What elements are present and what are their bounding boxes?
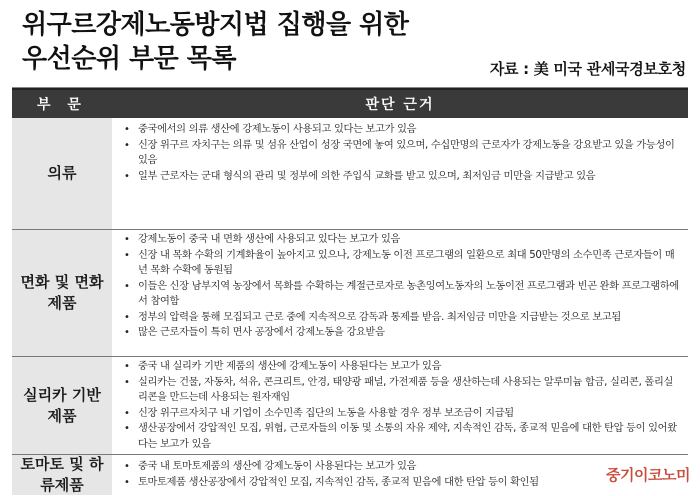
bullet-icon: • xyxy=(124,124,130,135)
list-item xyxy=(124,375,680,406)
sector-cell: 의류 xyxy=(12,118,112,229)
item-text: 실리카는 건물, 자동차, 석유, 콘크리트, 안경, 태양광 패널, 가전제품 등을 생산하는데 사용되는 알루미늄 합금, 실리콘, 폴리실리콘을 만드는데 사용되는 원자재임 xyxy=(138,376,674,403)
item-text: 중국 내 실리카 기반 제품의 생산에 강제노동이 사용된다는 보고가 있음 xyxy=(138,361,442,372)
list-item xyxy=(124,421,680,452)
title-line-2: 우선순위 부문 목록 xyxy=(22,44,237,74)
item-text: 중국 내 토마토제품의 생산에 강제노동이 사용된다는 보고가 있음 xyxy=(138,461,417,472)
list-item xyxy=(124,248,680,279)
bullet-icon: • xyxy=(124,407,130,419)
bullet-icon: • xyxy=(124,361,130,372)
basis-cell xyxy=(112,455,688,495)
list-item xyxy=(124,122,680,138)
table-row xyxy=(12,230,688,357)
source-note: 자료 : 美 미국 관세국경보호청 xyxy=(489,60,686,78)
list-item xyxy=(124,359,680,375)
sector-cell: 면화 및 면화제품 xyxy=(12,230,112,356)
table-row xyxy=(12,455,688,495)
bullet-icon: • xyxy=(124,249,130,261)
item-text: 중국에서의 의류 생산에 강제노동이 사용되고 있다는 보고가 있음 xyxy=(138,124,417,135)
bullet-icon: • xyxy=(124,423,130,434)
sector-cell: 토마토 및 하류제품 xyxy=(12,455,112,495)
sector-cell: 실리카 기반 제품 xyxy=(12,357,112,454)
list-item xyxy=(124,138,680,169)
list-item xyxy=(124,232,680,248)
header-sector: 부 문 xyxy=(37,97,87,113)
list-item xyxy=(124,169,680,185)
header-basis: 판단 근거 xyxy=(365,97,435,113)
list-item xyxy=(124,406,680,422)
basis-cell xyxy=(112,357,688,454)
table-header xyxy=(12,88,688,118)
bullet-icon: • xyxy=(124,376,130,388)
bullet-icon: • xyxy=(124,476,130,488)
item-text: 신장 위구르 자치구는 의류 및 섬유 산업이 성장 국면에 놓여 있으며, 수십만명의 근로자가 강제노동을 강요받고 있을 가능성이 있음 xyxy=(138,139,675,166)
bullet-icon: • xyxy=(124,311,130,323)
bullet-icon: • xyxy=(124,139,130,151)
bullet-icon: • xyxy=(124,327,130,338)
list-item xyxy=(124,279,680,310)
item-text: 이들은 신장 남부지역 농장에서 목화를 수확하는 계절근로자로 농촌잉여노동자의 노동이전 프로그램과 빈곤 완화 프로그램하에서 참여함 xyxy=(138,280,679,307)
item-text: 많은 근로자들이 특히 면사 공장에서 강제노동을 강요받음 xyxy=(138,327,385,338)
item-text: 강제노동이 중국 내 면화 생산에 사용되고 있다는 보고가 있음 xyxy=(138,234,401,245)
bullet-icon: • xyxy=(124,234,130,245)
list-item xyxy=(124,325,680,341)
watermark-logo: 중기이코노미 xyxy=(606,466,690,484)
item-text: 신장 위구르자치구 내 기업이 소수민족 집단의 노동을 사용할 경우 정부 보조금이 지급됨 xyxy=(138,407,514,419)
bullet-icon: • xyxy=(124,280,130,292)
title-line-1: 위구르강제노동방지법 집행을 위한 xyxy=(22,10,409,40)
list-item xyxy=(124,310,680,326)
bullet-icon: • xyxy=(124,461,130,472)
table-row xyxy=(12,357,688,455)
list-item xyxy=(124,459,680,475)
list-item xyxy=(124,475,680,491)
item-text: 일부 근로자는 군대 형식의 관리 및 정부에 의한 주입식 교화를 받고 있으며, 최저임금 미만을 지급받고 있음 xyxy=(138,170,596,182)
priority-sector-table xyxy=(12,87,688,495)
basis-cell xyxy=(112,118,688,229)
page-title xyxy=(22,8,408,76)
table-row xyxy=(12,118,688,230)
item-text: 토마토제품 생산공장에서 강압적인 모집, 지속적인 감독, 종교적 믿음에 대한 탄압 등이 확인됨 xyxy=(138,476,539,488)
item-text: 신장 내 목화 수확의 기계화율이 높아지고 있으나, 강제노동 이전 프로그램의 일환으로 최대 50만명의 소수민족 근로자들이 매년 목화 수확에 동원됨 xyxy=(138,249,675,276)
item-text: 정부의 압력을 통해 모집되고 근로 중에 지속적으로 감독과 통제를 받음. 최저임금 미만을 지급받는 것으로 보고됨 xyxy=(138,311,621,323)
item-text: 생산공장에서 강압적인 모집, 위협, 근로자들의 이동 및 소통의 자유 제약, 지속적인 감독, 종교적 믿음에 대한 탄압 등이 있어왔다는 보고가 있음 xyxy=(138,423,677,450)
bullet-icon: • xyxy=(124,170,130,182)
basis-cell xyxy=(112,230,688,356)
